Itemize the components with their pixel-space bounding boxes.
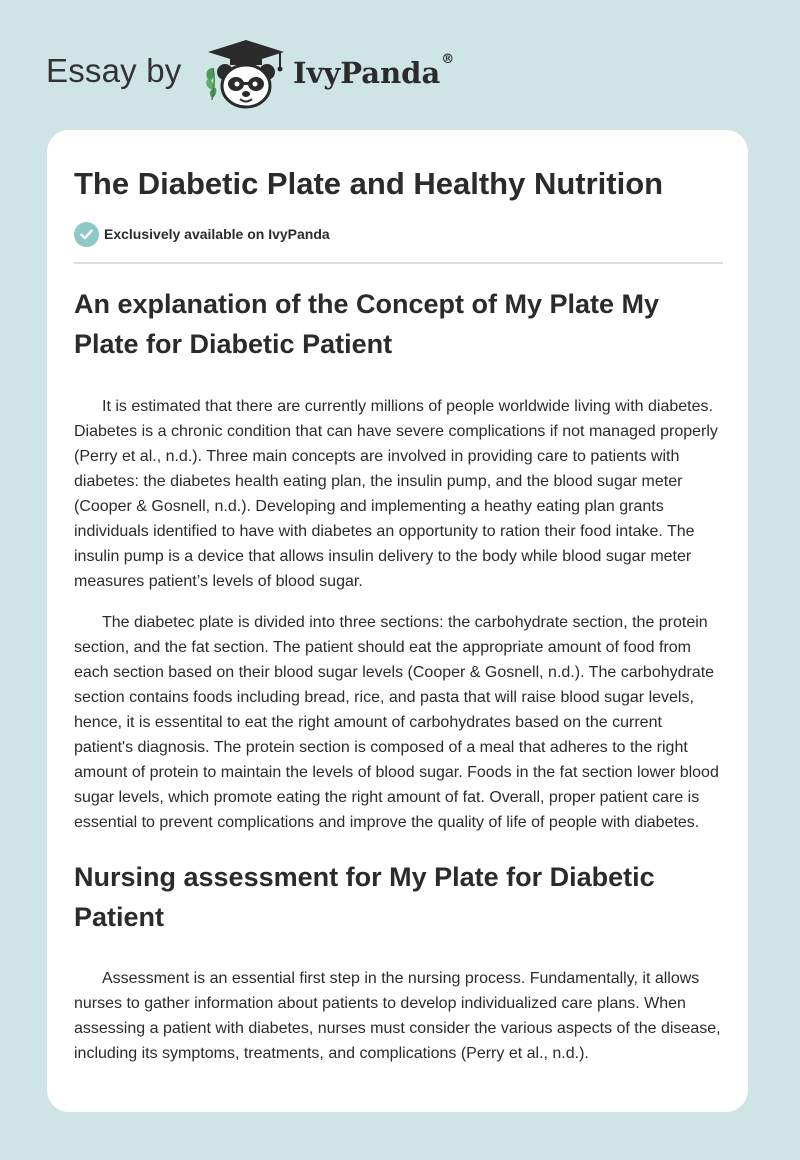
site-header (0, 0, 800, 130)
brand-name[interactable] (293, 52, 455, 90)
brand-name-text: IvyPanda (293, 56, 441, 90)
brand-prefix: Essay by (46, 52, 182, 89)
ivypanda-logo-icon[interactable] (200, 38, 292, 110)
exclusive-label: Exclusively available on IvyPanda (104, 226, 330, 242)
section-heading-nursing-assessment: Nursing assessment for My Plate for Diabetic Patient (74, 862, 655, 932)
registered-mark: ® (441, 52, 455, 67)
page-title: The Diabetic Plate and Healthy Nutrition (74, 166, 664, 201)
title-divider (74, 262, 723, 264)
paragraph-2: The diabetec plate is divided into three sections: the carbohydrate section, the protein section, and the fat section. The patient should eat the appropriate amount of food from each section based on their blood sugar levels (Cooper & Gosnell, n.d.). The carbohydrate section contains foods including bread, rice, and pasta that will raise blood sugar levels, hence, it is essentital to eat the right amount of carbohydrates based on the current patient's diagnosis. The protein section is composed of a meal that adheres to the right amount of protein to maintain the levels of blood sugar. Foods in the fat section lower blood sugar levels, which promote eating the right amount of fat. Overall, proper patient care is essential to prevent complications and improve the quality of life of people with diabetes. (74, 614, 719, 831)
paragraph-1: It is estimated that there are currently millions of people worldwide living with diabetes. Diabetes is a chronic condition that can have severe complications if not managed properly (Perry et al., n.d.). Three main concepts are involved in providing care to patients with diabetes: the diabetes health eating plan, the insulin pump, and the blood sugar meter (Cooper & Gosnell, n.d.). Developing and implementing a heathy eating plan grants individuals identified to have with diabetes an opportunity to ration their food intake. The insulin pump is a device that allows insulin delivery to the body while blood sugar meter measures patient’s levels of blood sugar. (74, 398, 718, 590)
exclusive-badge (74, 221, 723, 247)
section-heading-my-plate-concept: An explanation of the Concept of My Plate My Plate for Diabetic Patient (74, 289, 660, 359)
check-icon (74, 222, 99, 247)
paragraph-3: Assessment is an essential first step in the nursing process. Fundamentally, it allows nurses to gather information about patients to develop individualized care plans. When assessing a patient with diabetes, nurses must consider the various aspects of the disease, including its symptoms, treatments, and complications (Perry et al., n.d.). (74, 970, 721, 1062)
essay-card (47, 130, 748, 1112)
